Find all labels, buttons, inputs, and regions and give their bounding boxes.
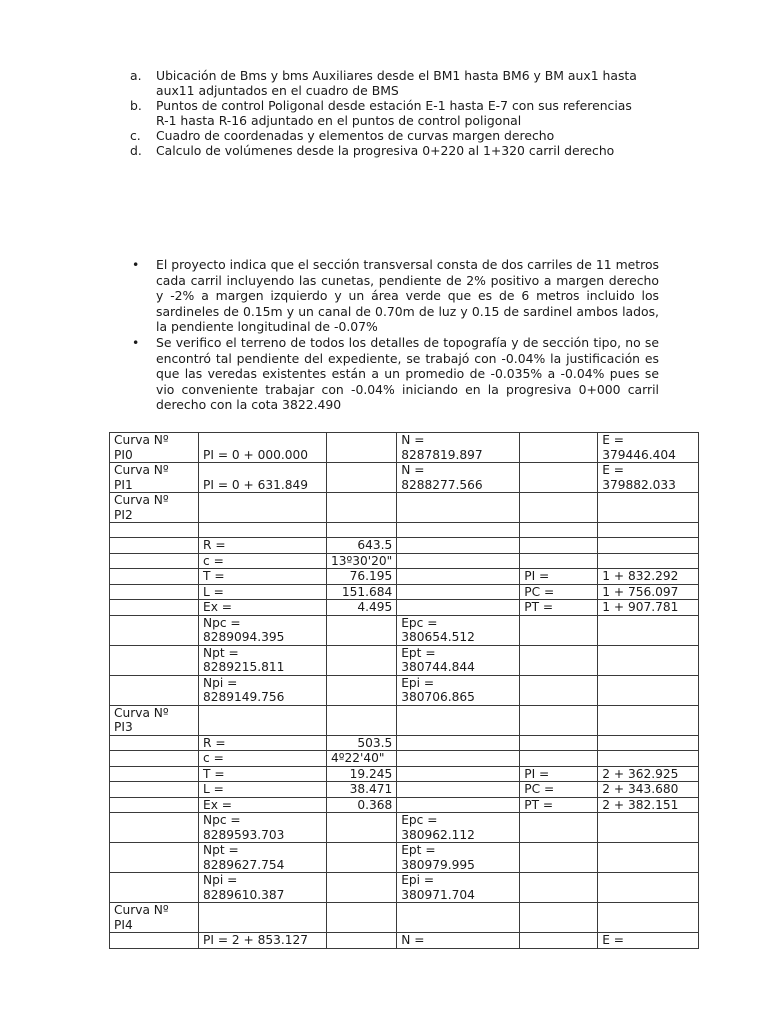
table-cell [327,645,397,675]
table-cell [327,766,397,782]
table-cell [397,553,520,569]
table-cell [327,493,397,523]
cell-text: 643.5 [357,538,393,552]
table-cell [520,903,598,933]
cell-text: 8289593.703 [203,827,285,842]
cell-text: 379882.033 [602,477,676,492]
table-row [110,933,699,949]
table-cell [598,493,699,523]
table-cell [598,735,699,751]
table-cell [520,645,598,675]
table-cell [397,705,520,735]
table-row [110,493,699,523]
table-cell [520,600,598,616]
table-cell [327,843,397,873]
cell-text: Curva Nº [114,463,169,477]
table-cell [110,675,199,705]
table-cell [520,797,598,813]
cell-text: 8289215.811 [203,660,285,674]
table-cell [598,903,699,933]
table-cell [110,600,199,616]
list-text-line: Ubicación de Bms y bms Auxiliares desde el BM1 hasta BM6 y BM aux1 hasta [156,68,637,83]
list-text-line: aux11 adjuntados en el cuadro de BMS [156,83,399,98]
table-cell [110,782,199,798]
cell-text: PI1 [114,477,133,492]
cell-text: L = [203,584,224,599]
table-cell [199,735,327,751]
cell-text: Npi = [203,675,238,690]
table-cell [327,600,397,616]
table-cell [520,493,598,523]
table-cell [199,433,327,463]
table-cell [520,433,598,463]
table-cell [199,523,327,538]
cell-text: 19.245 [349,766,393,781]
cell-text: Curva Nº [114,433,169,447]
cell-text: Npi = [203,873,238,887]
table-cell [520,675,598,705]
table-cell [199,645,327,675]
cell-text: 4.495 [357,600,393,614]
table-cell [110,645,199,675]
cell-text: 1 + 756.097 [602,584,679,599]
cell-text: 76.195 [349,569,393,583]
table-cell [327,797,397,813]
table-cell [520,553,598,569]
cell-text: Ex = [203,797,232,812]
table-cell [199,463,327,493]
cell-text: Epi = [401,873,435,887]
list-item [130,68,670,98]
cell-text: E = [602,463,625,477]
cell-text: Curva Nº [114,903,169,917]
table-cell [110,797,199,813]
table-cell [520,705,598,735]
table-cell [598,538,699,554]
list-item [130,143,670,158]
table-cell [199,538,327,554]
table-cell [397,600,520,616]
cell-text: PI0 [114,447,133,462]
table-cell [199,843,327,873]
table-cell [520,813,598,843]
cell-text: 380971.704 [401,887,475,902]
cell-text: PI = 2 + 853.127 [203,933,309,947]
table-row [110,843,699,873]
cell-text: R = [203,538,226,552]
cell-text: PI4 [114,917,133,932]
cell-text: PT = [524,600,554,614]
table-cell [327,523,397,538]
cell-text: Curva Nº [114,493,169,507]
table-cell [199,584,327,600]
cell-text: c = [203,553,224,568]
table-row [110,675,699,705]
cell-text: c = [203,751,224,765]
table-cell [327,675,397,705]
cell-text: N = [401,933,425,947]
table-cell [327,584,397,600]
table-cell [598,553,699,569]
table-cell [397,675,520,705]
table-cell [397,782,520,798]
table-cell [327,705,397,735]
table-cell [397,813,520,843]
list-text-line: R-1 hasta R-16 adjuntado en el puntos de control poligonal [156,113,522,128]
table-cell [110,766,199,782]
cell-text: 2 + 343.680 [602,782,679,796]
cell-text: 1 + 832.292 [602,569,679,583]
table-cell [520,751,598,767]
cell-text: 38.471 [349,782,393,796]
table-cell [598,463,699,493]
table-cell [327,433,397,463]
table-cell [397,463,520,493]
list-marker: b. [130,98,142,113]
list-item [130,128,670,143]
cell-text: PI2 [114,507,133,522]
cell-text: 380962.112 [401,827,475,842]
table-cell [520,463,598,493]
table-cell [598,433,699,463]
list-marker: c. [130,128,141,143]
table-cell [110,553,199,569]
cell-text: PI = [524,766,550,781]
table-cell [199,813,327,843]
table-cell [110,493,199,523]
cell-text: 8289149.756 [203,690,285,704]
table-cell [397,735,520,751]
table-cell [397,797,520,813]
table-row [110,584,699,600]
cell-text: Ex = [203,600,232,614]
table-cell [110,615,199,645]
table-cell [397,933,520,949]
cell-text: N = [401,463,425,477]
cell-text: 8289627.754 [203,857,285,872]
table-row [110,463,699,493]
table-cell [598,797,699,813]
table-cell [397,766,520,782]
table-cell [199,782,327,798]
table-cell [110,705,199,735]
table-cell [110,751,199,767]
table-cell [327,463,397,493]
table-cell [598,569,699,585]
table-cell [520,735,598,751]
table-cell [199,705,327,735]
cell-text: L = [203,782,224,796]
cell-text: T = [203,569,225,583]
table-row [110,751,699,767]
bullet-text: Se verifico el terreno de todos los detalles de topografía y de sección tipo, no se encontró tal pendiente del expediente, se trabajó con -0.04% la justificación es que las veredas existentes están a un promedio de -0.035% a -0.04% pues se vio conveniente trabajar con -0.04% iniciando en la progresiva 0+000 carril derecho con la cota 3822.490 [156,334,659,413]
table-cell [327,615,397,645]
table-cell [520,615,598,645]
table-cell [520,569,598,585]
table-row [110,766,699,782]
list-text-line: Cuadro de coordenadas y elementos de curvas margen derecho [156,128,555,143]
table-cell [397,645,520,675]
table-row [110,735,699,751]
cell-text: 380979.995 [401,857,475,872]
table-cell [327,903,397,933]
cell-text: E = [602,933,625,947]
table-cell [327,873,397,903]
list-marker: d. [130,143,142,158]
list-item [130,98,670,128]
table-cell [110,735,199,751]
cell-text: R = [203,735,226,750]
table-cell [199,675,327,705]
table-cell [397,873,520,903]
table-cell [520,538,598,554]
table-cell [397,751,520,767]
table-cell [110,433,199,463]
bullet-item [130,257,659,335]
table-cell [199,493,327,523]
table-cell [397,538,520,554]
table-cell [199,797,327,813]
table-cell [598,813,699,843]
cell-text: E = [602,433,625,447]
table-cell [110,903,199,933]
table-cell [397,615,520,645]
table-cell [110,523,199,538]
table-cell [598,782,699,798]
table-row [110,553,699,569]
table-cell [110,843,199,873]
table-cell [520,933,598,949]
cell-text: 8289094.395 [203,630,285,644]
table-cell [397,493,520,523]
table-cell [327,751,397,767]
cell-text: PT = [524,797,554,812]
table-row [110,645,699,675]
table-cell [199,903,327,933]
table-cell [520,873,598,903]
cell-text: 4º22'40" [331,751,385,765]
table-cell [520,782,598,798]
table-body [110,433,699,949]
table-cell [199,569,327,585]
table-cell [110,584,199,600]
table-cell [397,569,520,585]
table-cell [327,933,397,949]
cell-text: 380744.844 [401,660,475,674]
table-row [110,782,699,798]
table-cell [199,766,327,782]
cell-text: 8289610.387 [203,887,285,902]
cell-text: Epi = [401,675,435,690]
table-cell [598,766,699,782]
table-cell [397,903,520,933]
table-row [110,615,699,645]
table-cell [327,569,397,585]
table-row [110,813,699,843]
cell-text: 8288277.566 [401,477,483,492]
cell-text: 503.5 [357,735,393,750]
cell-text: T = [203,766,225,781]
table-cell [110,538,199,554]
table-row [110,600,699,616]
table-cell [327,782,397,798]
cell-text: Epc = [401,813,438,827]
cell-text: 0.368 [357,797,393,812]
bullet-marker: • [132,334,140,350]
table-row [110,903,699,933]
table-cell [110,933,199,949]
cell-text: 13º30'20" [331,553,393,568]
table-row [110,569,699,585]
cell-text: 2 + 362.925 [602,766,679,781]
table-row [110,538,699,554]
table-cell [598,933,699,949]
cell-text: Ept = [401,645,436,660]
list-marker: a. [130,68,142,83]
cell-text: Curva Nº [114,705,169,720]
table-cell [110,813,199,843]
table-cell [397,523,520,538]
table-cell [598,615,699,645]
cell-text: 8287819.897 [401,447,483,462]
table-cell [110,873,199,903]
table-cell [110,569,199,585]
cell-text: 1 + 907.781 [602,600,679,614]
table-cell [598,675,699,705]
table-row [110,705,699,735]
bullet-text: El proyecto indica que el sección transversal consta de dos carriles de 11 metros cada carril incluyendo las cunetas, pendiente de 2% positivo a margen derecho y -2% a margen izquierdo y un área verde que es de 6 metros incluido los sardineles de 0.15m y un canal de 0.70m de luz y 0.15 de sardinel ambos lados, la pendiente longitudinal de -0.07% [156,257,659,335]
cell-text: 151.684 [341,584,393,599]
table-row [110,797,699,813]
table-cell [520,843,598,873]
table-cell [598,873,699,903]
cell-text: PC = [524,584,555,599]
table-cell [598,705,699,735]
table-cell [199,873,327,903]
table-cell [397,584,520,600]
table-cell [327,813,397,843]
table-cell [598,523,699,538]
bullet-marker: • [132,257,140,272]
cell-text: 380654.512 [401,630,475,644]
table-cell [598,843,699,873]
curve-elements-table [109,432,699,949]
cell-text: PC = [524,782,555,796]
cell-text: N = [401,433,425,447]
cell-text: Npc = [203,813,241,827]
table-cell [598,600,699,616]
table-cell [110,463,199,493]
cell-text: PI = 0 + 631.849 [203,477,309,492]
table-cell [327,735,397,751]
cell-text: 379446.404 [602,447,676,462]
table-cell [327,553,397,569]
table-cell [520,766,598,782]
cell-text: PI = [524,569,550,583]
cell-text: Epc = [401,615,438,630]
table-row [110,873,699,903]
table-cell [598,645,699,675]
table-cell [598,751,699,767]
cell-text: Npt = [203,843,239,857]
cell-text: 380706.865 [401,690,475,704]
table-row [110,523,699,538]
table-cell [598,584,699,600]
table-cell [199,615,327,645]
cell-text: Npt = [203,645,239,660]
table-cell [199,933,327,949]
table-cell [199,553,327,569]
table-cell [520,523,598,538]
bullet-list [130,257,659,413]
cell-text: PI = 0 + 000.000 [203,447,309,462]
cell-text: 2 + 382.151 [602,797,679,812]
table-cell [520,584,598,600]
table-cell [397,433,520,463]
table-cell [397,843,520,873]
table-row [110,433,699,463]
cell-text: Ept = [401,843,436,857]
table-cell [199,751,327,767]
lettered-list [130,68,670,158]
bullet-item [130,335,659,413]
table-cell [327,538,397,554]
list-text-line: Puntos de control Poligonal desde estación E-1 hasta E-7 con sus referencias [156,98,632,113]
cell-text: Npc = [203,615,241,630]
table-cell [199,600,327,616]
list-text-line: Calculo de volúmenes desde la progresiva 0+220 al 1+320 carril derecho [156,143,615,158]
cell-text: PI3 [114,720,133,734]
